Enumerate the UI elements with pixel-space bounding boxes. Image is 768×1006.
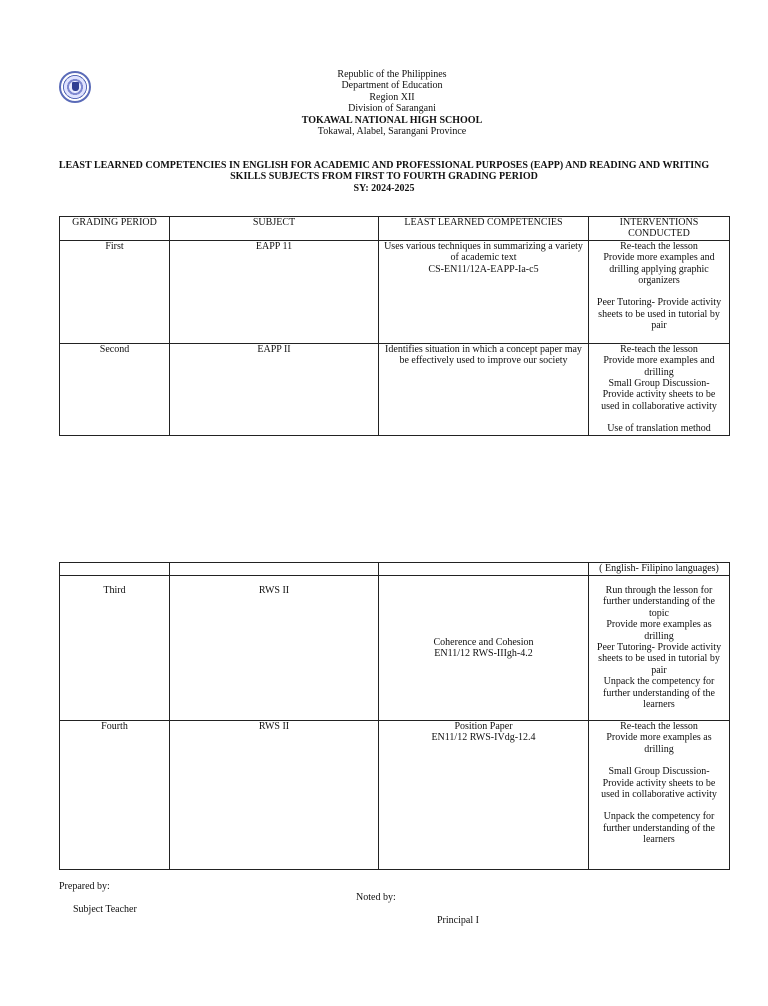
table-row [60, 240, 730, 343]
subject-cell: EAPP 11 [170, 240, 379, 343]
department-line: Department of Education [341, 80, 443, 92]
noted-by-label: Noted by: [356, 892, 396, 903]
title-line-1: LEAST LEARNED COMPETENCIES IN ENGLISH FOR ACADEMIC AND PROFESSIONAL PURPOSES (EAPP) AND READING AND WRITING [58, 160, 710, 171]
continuation-row [60, 563, 730, 576]
period-cell: Fourth [60, 721, 170, 870]
division-line: Division of Sarangani [348, 103, 436, 115]
competencies-table-part1 [59, 216, 730, 436]
subject-cell: EAPP II [170, 343, 379, 435]
interventions-cell: Run through the lesson for further understanding of the topic Provide more examples as drilling Peer Tutoring- Provide activity sheets to be used in tutorial by pair Unpack the competency for further understanding of the learners [589, 576, 730, 721]
interventions-cell: Re-teach the lesson Provide more examples and drilling applying graphic organizers Peer Tutoring- Provide activity sheets to be used in tutorial by pair [589, 240, 730, 343]
header-grading-period: GRADING PERIOD [60, 217, 170, 241]
subject-cell: RWS II [170, 576, 379, 721]
header-subject: SUBJECT [170, 217, 379, 241]
period-cell: First [60, 240, 170, 343]
title-line-2: SKILLS SUBJECTS FROM FIRST TO FOURTH GRADING PERIOD [230, 171, 538, 183]
table-row [60, 343, 730, 435]
table-row [60, 576, 730, 721]
period-cell: Third [60, 576, 170, 721]
subject-cell: RWS II [170, 721, 379, 870]
deped-seal-icon [59, 71, 91, 103]
table-row [60, 721, 730, 870]
period-cell: Second [60, 343, 170, 435]
school-address: Tokawal, Alabel, Sarangani Province [317, 126, 467, 138]
letterhead [200, 69, 584, 137]
principal-label: Principal I [437, 915, 479, 926]
region-line: Region XII [369, 91, 415, 103]
competency-cell: Identifies situation in which a concept paper may be effectively used to improve our society [379, 343, 589, 435]
subject-teacher-label: Subject Teacher [73, 904, 137, 915]
competency-cell: Coherence and Cohesion EN11/12 RWS-IIIgh-4.2 [379, 576, 589, 721]
title-line-3: SY: 2024-2025 [353, 182, 415, 194]
interventions-cell: Re-teach the lesson Provide more examples as drilling Small Group Discussion- Provide activity sheets to be used in collaborative activity Unpack the competency for further understanding of the learners [589, 721, 730, 870]
document-title [50, 160, 718, 194]
continuation-cell: ( English- Filipino languages) [589, 563, 730, 576]
header-competencies: LEAST LEARNED COMPETENCIES [379, 217, 589, 241]
school-name: TOKAWAL NATIONAL HIGH SCHOOL [301, 114, 483, 126]
prepared-by-label: Prepared by: [59, 881, 110, 892]
competencies-table-part2 [59, 562, 730, 870]
competency-cell: Uses various techniques in summarizing a variety of academic text CS-EN11/12A-EAPP-Ia-c5 [379, 240, 589, 343]
republic-line: Republic of the Philippines [337, 69, 447, 80]
interventions-cell: Re-teach the lesson Provide more examples and drilling Small Group Discussion- Provide activity sheets to be used in collaborative activity Use of translation method [589, 343, 730, 435]
header-interventions: INTERVENTIONS CONDUCTED [589, 217, 730, 241]
competency-cell: Position Paper EN11/12 RWS-IVdg-12.4 [379, 721, 589, 870]
table-header-row [60, 217, 730, 241]
